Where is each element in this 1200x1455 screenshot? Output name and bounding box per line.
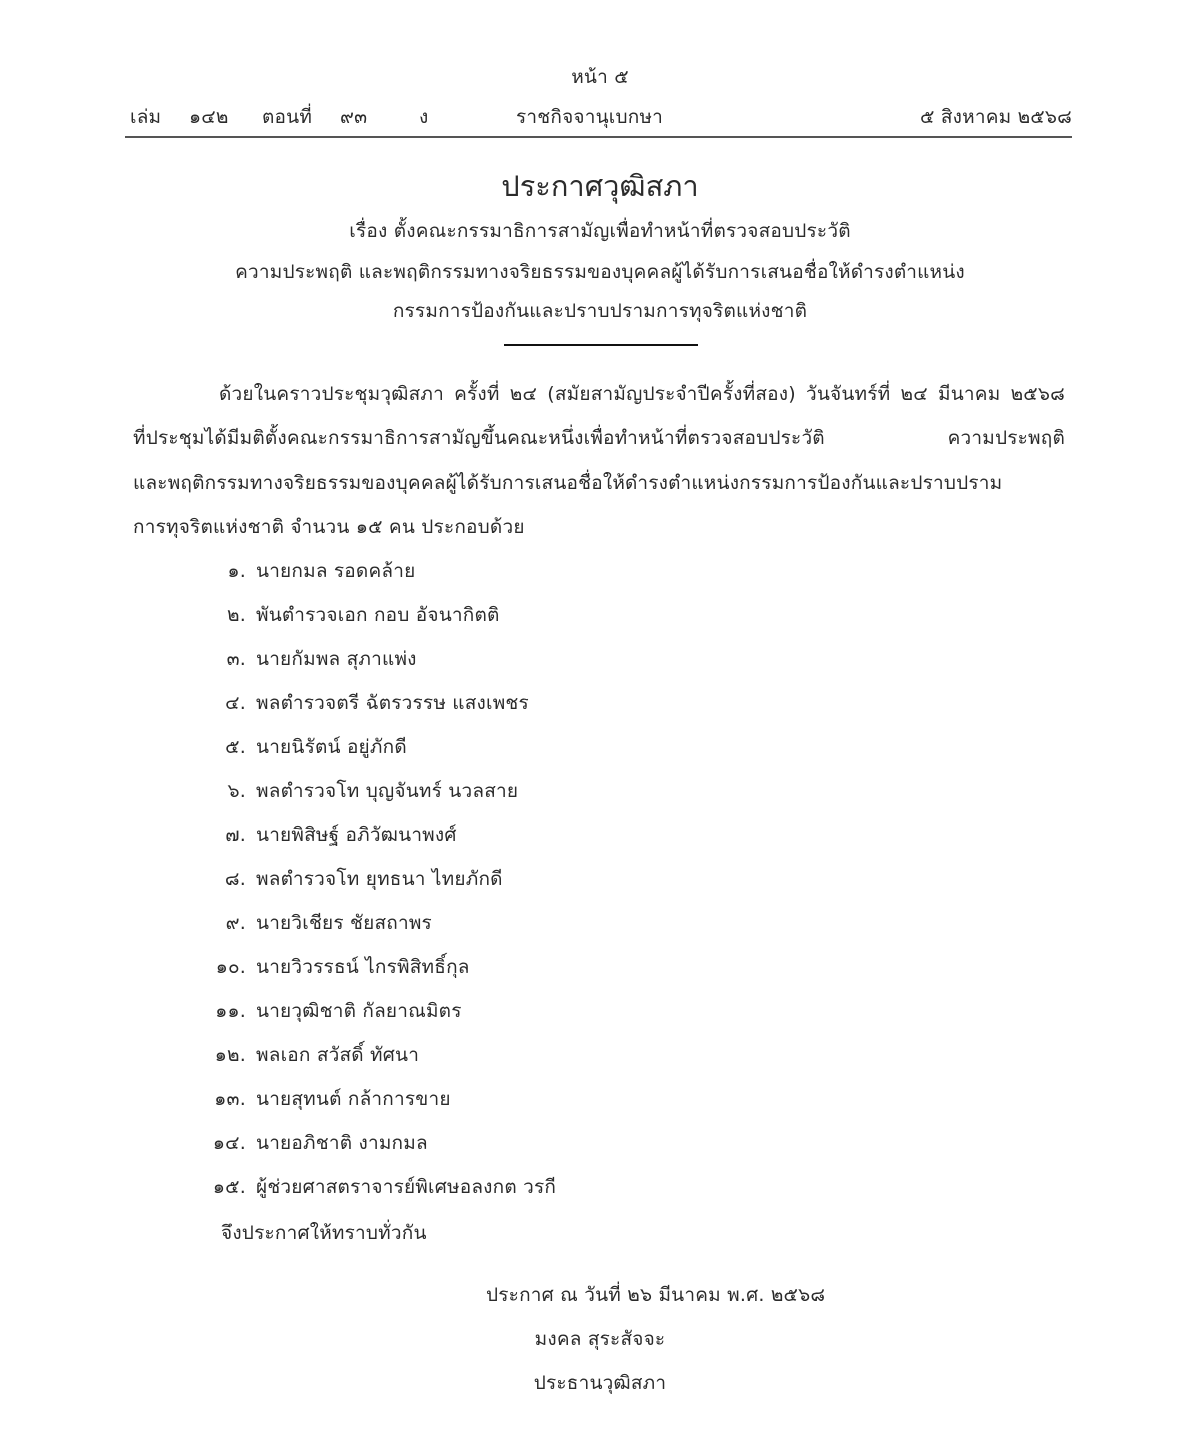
signatory-name: มงคล สุระสัจจะ <box>534 1328 666 1350</box>
member-name: นายวิเชียร ชัยสถาพร <box>256 912 432 934</box>
member-name: นายนิรัตน์ อยู่ภักดี <box>256 736 407 758</box>
member-name: ผู้ช่วยศาสตราจารย์พิเศษอลงกต วรกี <box>256 1176 557 1198</box>
body-line-1: ด้วยในคราวประชุมวุฒิสภา ครั้งที่ ๒๔ (สมัยสามัญประจำปีครั้งที่สอง) วันจันทร์ที่ ๒๔ มีนาคม ๒๕๖๘ <box>219 383 1065 405</box>
body-line-2: ที่ประชุมได้มีมติตั้งคณะกรรมาธิการสามัญขึ้นคณะหนึ่งเพื่อทำหน้าที่ตรวจสอบประวัติ ความประพฤติ <box>133 427 1065 449</box>
member-name: พลเอก สวัสดิ์ ทัศนา <box>256 1044 420 1066</box>
item-number: ๑๕. <box>212 1176 246 1198</box>
body-line-3: และพฤติกรรมทางจริยธรรมของบุคคลผู้ได้รับการเสนอชื่อให้ดำรงตำแหน่งกรรมการป้องกันและปราบปราม <box>133 472 1003 494</box>
volume-number: ๑๔๒ <box>189 106 229 128</box>
member-name: นายวิวรรธน์ ไกรพิสิทธิ์กุล <box>256 956 470 978</box>
member-name: นายกมล รอดคล้าย <box>256 560 416 582</box>
member-name: นายกัมพล สุภาแพ่ง <box>256 648 417 670</box>
part-letter: ง <box>419 106 429 128</box>
title-divider <box>504 344 698 346</box>
section-number: ๙๓ <box>340 106 368 128</box>
item-number: ๒. <box>227 604 246 626</box>
subject-line-1: เรื่อง ตั้งคณะกรรมาธิการสามัญเพื่อทำหน้าที่ตรวจสอบประวัติ <box>349 220 851 242</box>
member-name: พลตำรวจโท บุญจันทร์ นวลสาย <box>256 780 519 802</box>
item-number: ๗. <box>225 824 246 846</box>
closing-statement: จึงประกาศให้ทราบทั่วกัน <box>221 1222 427 1244</box>
item-number: ๖. <box>227 780 246 802</box>
item-number: ๑๔. <box>212 1132 246 1154</box>
publication-name: ราชกิจจานุเบกษา <box>516 106 664 128</box>
item-number: ๓. <box>226 648 246 670</box>
member-name: พันตำรวจเอก กอบ อัจนากิตติ <box>256 604 500 626</box>
page-number: หน้า ๕ <box>571 66 629 88</box>
item-number: ๙. <box>225 912 246 934</box>
section-label: ตอนที่ <box>262 106 313 128</box>
item-number: ๑๐. <box>215 956 246 978</box>
announcement-date: ประกาศ ณ วันที่ ๒๖ มีนาคม พ.ศ. ๒๕๖๘ <box>486 1284 826 1306</box>
member-name: นายวุฒิชาติ กัลยาณมิตร <box>256 1000 462 1022</box>
subject-line-2: ความประพฤติ และพฤติกรรมทางจริยธรรมของบุคคลผู้ได้รับการเสนอชื่อให้ดำรงตำแหน่ง <box>235 261 965 283</box>
subject-line-3: กรรมการป้องกันและปราบปรามการทุจริตแห่งชาติ <box>392 300 808 322</box>
document-title: ประกาศวุฒิสภา <box>501 169 699 203</box>
item-number: ๑๓. <box>214 1088 246 1110</box>
member-name: นายอภิชาติ งามกมล <box>256 1132 428 1154</box>
item-number: ๘. <box>224 868 246 890</box>
volume-label: เล่ม <box>130 106 162 128</box>
publication-date: ๕ สิงหาคม ๒๕๖๘ <box>920 106 1072 128</box>
member-name: พลตำรวจโท ยุทธนา ไทยภักดี <box>256 868 503 890</box>
item-number: ๑. <box>227 560 246 582</box>
signatory-title: ประธานวุฒิสภา <box>533 1372 667 1394</box>
header-divider <box>125 136 1072 138</box>
body-line-4: การทุจริตแห่งชาติ จำนวน ๑๕ คน ประกอบด้วย <box>133 516 525 538</box>
item-number: ๑๑. <box>215 1000 246 1022</box>
member-name: พลตำรวจตรี ฉัตรวรรษ แสงเพชร <box>256 692 529 714</box>
item-number: ๔. <box>225 692 246 714</box>
item-number: ๕. <box>225 736 246 758</box>
item-number: ๑๒. <box>214 1044 246 1066</box>
member-name: นายพิสิษฐ์ อภิวัฒนาพงศ์ <box>256 824 457 846</box>
member-name: นายสุทนต์ กล้าการขาย <box>256 1088 451 1110</box>
